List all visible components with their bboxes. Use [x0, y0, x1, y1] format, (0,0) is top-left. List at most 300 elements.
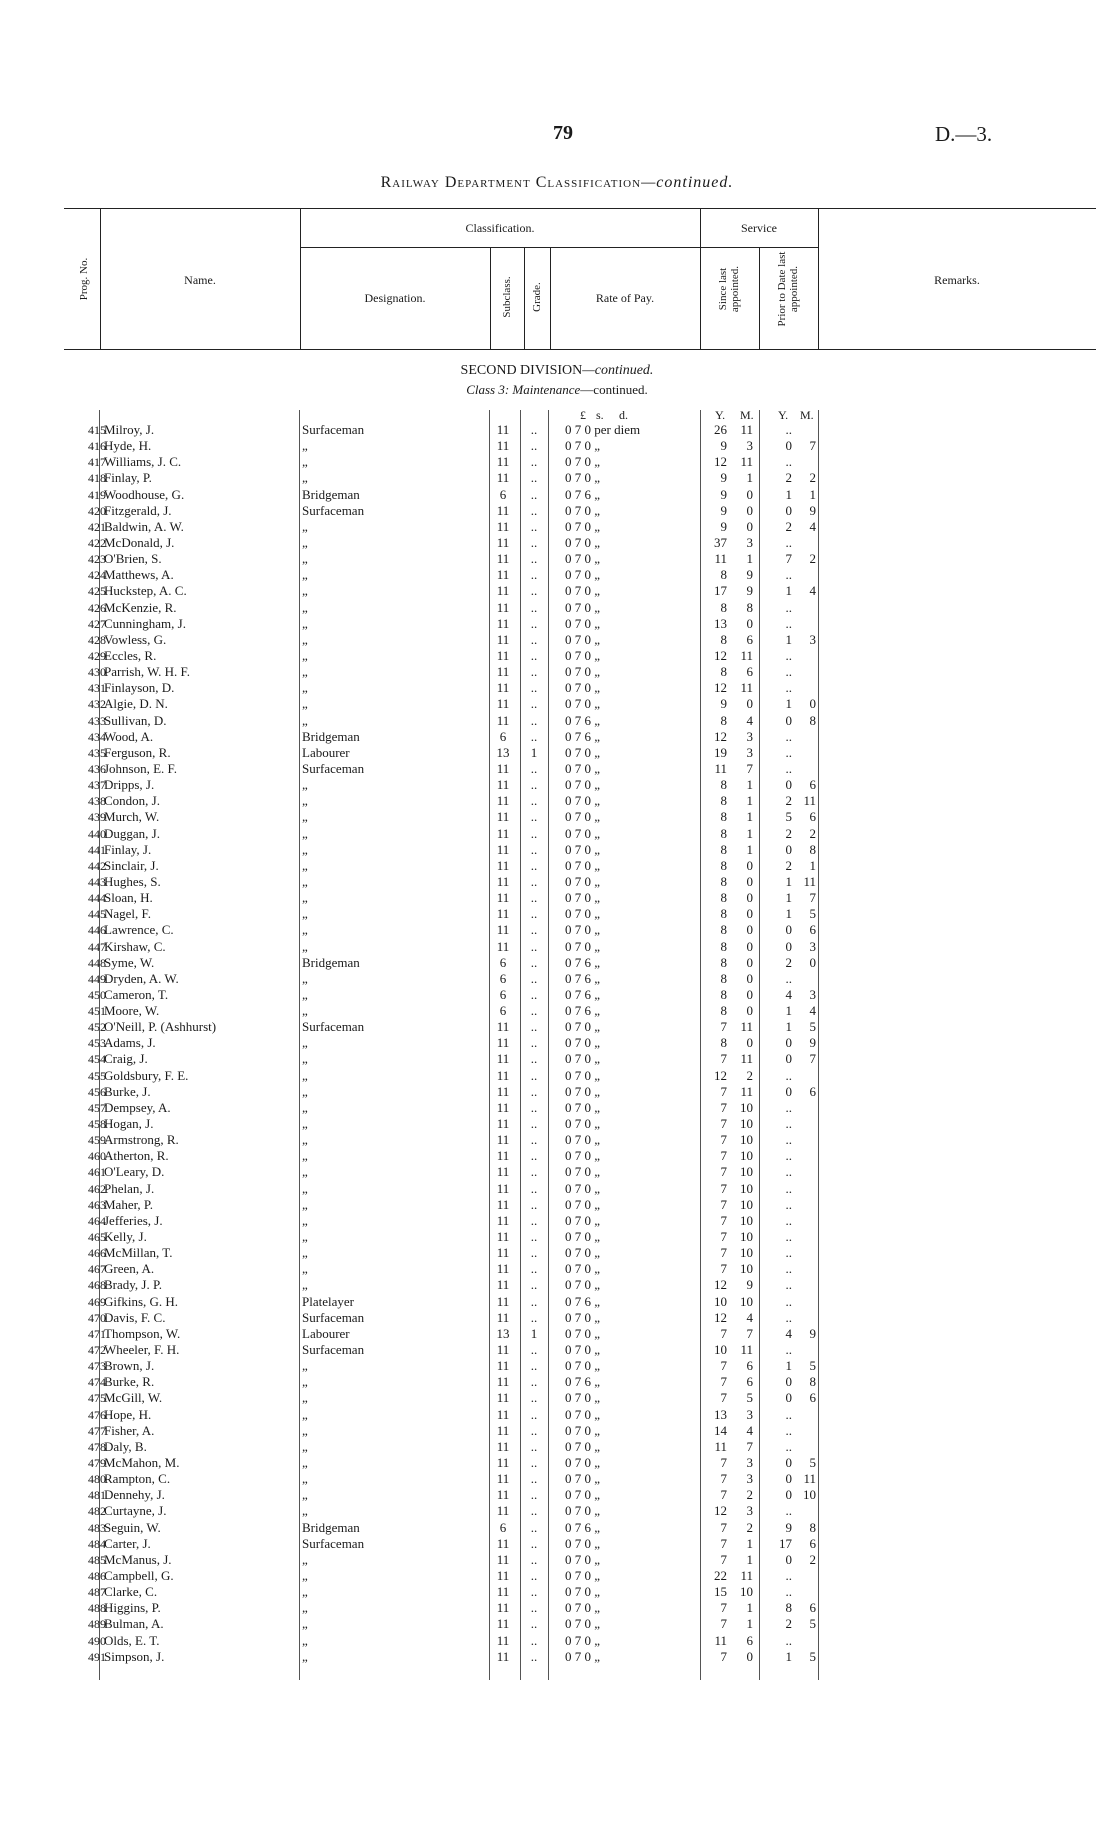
cell-prior-months: 9	[809, 1325, 816, 1341]
cell-prior-years: ..	[785, 1406, 792, 1422]
table-row	[0, 1358, 1114, 1374]
cell-prog-no: 429	[88, 648, 106, 663]
cell-prog-no: 487	[88, 1585, 106, 1600]
cell-prior-years: ..	[785, 1584, 792, 1600]
cell-designation: „	[302, 1422, 308, 1438]
cell-subclass: 6	[499, 1003, 507, 1019]
cell-rate-of-pay: 0 7 0 „	[565, 1503, 601, 1519]
cell-prog-no: 455	[88, 1068, 106, 1083]
table-row	[0, 713, 1114, 729]
cell-name: McKenzie, R.	[104, 599, 177, 615]
table-row	[0, 1374, 1114, 1390]
cell-prior-months: 5	[809, 1648, 816, 1664]
cell-rate-of-pay: 0 7 6 „	[565, 1003, 601, 1019]
cell-grade: ..	[530, 1099, 538, 1115]
cell-prog-no: 447	[88, 939, 106, 954]
cell-designation: „	[302, 938, 308, 954]
cell-since-years: 8	[720, 664, 727, 680]
cell-prior-years: 0	[785, 1374, 792, 1390]
cell-subclass: 11	[496, 1277, 510, 1293]
cell-name: Sloan, H.	[104, 890, 153, 906]
cell-prior-years: ..	[785, 680, 792, 696]
cell-grade: ..	[530, 906, 538, 922]
unit-pounds: £	[580, 408, 586, 422]
cell-since-months: 6	[746, 1358, 753, 1374]
table-row	[0, 1423, 1114, 1439]
cell-name: Murch, W.	[104, 809, 160, 825]
cell-subclass: 6	[499, 970, 507, 986]
cell-designation: „	[302, 1212, 308, 1228]
cell-name: Curtayne, J.	[104, 1503, 167, 1519]
cell-rate-of-pay: 0 7 0 „	[565, 938, 601, 954]
cell-prog-no: 458	[88, 1117, 106, 1132]
cell-prior-years: ..	[785, 1229, 792, 1245]
cell-rate-of-pay: 0 7 0 „	[565, 454, 601, 470]
cell-subclass: 11	[496, 825, 510, 841]
cell-prog-no: 456	[88, 1084, 106, 1099]
cell-since-months: 10	[740, 1261, 753, 1277]
cell-subclass: 11	[496, 1600, 510, 1616]
cell-since-months: 4	[746, 1309, 753, 1325]
cell-since-months: 0	[746, 906, 753, 922]
cell-subclass: 11	[496, 1180, 510, 1196]
cell-rate-of-pay: 0 7 0 „	[565, 1035, 601, 1051]
cell-since-months: 0	[746, 954, 753, 970]
cell-grade: ..	[530, 1083, 538, 1099]
table-row	[0, 761, 1114, 777]
cell-designation: „	[302, 1180, 308, 1196]
cell-subclass: 11	[496, 502, 510, 518]
cell-since-months: 11	[740, 680, 753, 696]
division-suffix: —continued.	[582, 363, 654, 378]
cell-prog-no: 459	[88, 1133, 106, 1148]
table-row	[0, 1649, 1114, 1665]
cell-prior-years: 1	[785, 873, 792, 889]
cell-prog-no: 449	[88, 971, 106, 986]
cell-since-years: 7	[720, 1261, 727, 1277]
cell-prog-no: 481	[88, 1488, 106, 1503]
table-row	[0, 1310, 1114, 1326]
cell-rate-of-pay: 0 7 0 „	[565, 438, 601, 454]
cell-since-months: 0	[746, 890, 753, 906]
cell-since-months: 10	[740, 1293, 753, 1309]
cell-grade: ..	[530, 1116, 538, 1132]
cell-subclass: 11	[496, 1632, 510, 1648]
cell-designation: „	[302, 1245, 308, 1261]
cell-name: Hughes, S.	[104, 873, 161, 889]
table-row	[0, 1213, 1114, 1229]
cell-prior-years: ..	[785, 760, 792, 776]
table-row	[0, 1035, 1114, 1051]
cell-since-months: 10	[740, 1584, 753, 1600]
table-row	[0, 1068, 1114, 1084]
cell-prior-months: 1	[809, 486, 816, 502]
cell-name: Adams, J.	[104, 1035, 156, 1051]
cell-since-years: 9	[720, 470, 727, 486]
cell-rate-of-pay: 0 7 0 „	[565, 1471, 601, 1487]
cell-rate-of-pay: 0 7 0 „	[565, 647, 601, 663]
cell-name: Finlay, J.	[104, 841, 152, 857]
cell-since-years: 7	[720, 1148, 727, 1164]
cell-prior-years: 0	[785, 922, 792, 938]
cell-name: Clarke, C.	[104, 1584, 158, 1600]
cell-since-months: 1	[746, 793, 753, 809]
cell-rate-of-pay: 0 7 0 „	[565, 1083, 601, 1099]
cell-prior-months: 6	[809, 777, 816, 793]
cell-since-years: 12	[714, 647, 727, 663]
cell-subclass: 11	[496, 1616, 510, 1632]
cell-designation: Labourer	[302, 1325, 350, 1341]
cell-subclass: 11	[496, 1584, 510, 1600]
cell-prior-years: 2	[785, 793, 792, 809]
cell-prog-no: 474	[88, 1375, 106, 1390]
cell-subclass: 11	[496, 1019, 510, 1035]
cell-name: Thompson, W.	[104, 1325, 181, 1341]
cell-rate-of-pay: 0 7 0 „	[565, 1099, 601, 1115]
cell-name: Dripps, J.	[104, 777, 155, 793]
cell-since-years: 8	[720, 599, 727, 615]
cell-rate-of-pay: 0 7 0 „	[565, 1212, 601, 1228]
cell-subclass: 11	[496, 1551, 510, 1567]
cell-grade: ..	[530, 486, 538, 502]
cell-grade: ..	[530, 1245, 538, 1261]
cell-designation: „	[302, 1374, 308, 1390]
cell-prior-years: ..	[785, 422, 792, 437]
table-row	[0, 1181, 1114, 1197]
cell-rate-of-pay: 0 7 0 „	[565, 1051, 601, 1067]
cell-designation: „	[302, 1455, 308, 1470]
cell-name: Burke, R.	[104, 1374, 155, 1390]
cell-subclass: 11	[496, 454, 510, 470]
cell-rate-of-pay: 0 7 0 „	[565, 680, 601, 696]
cell-subclass: 11	[496, 680, 510, 696]
header-rule	[759, 247, 760, 349]
cell-prog-no: 430	[88, 665, 106, 680]
cell-since-months: 1	[746, 777, 753, 793]
cell-name: Kirshaw, C.	[104, 938, 166, 954]
cell-designation: „	[302, 1051, 308, 1067]
cell-designation: „	[302, 438, 308, 454]
cell-prior-years: ..	[785, 567, 792, 583]
cell-subclass: 11	[496, 583, 510, 599]
cell-since-years: 13	[714, 615, 727, 631]
cell-rate-of-pay: 0 7 0 „	[565, 502, 601, 518]
cell-since-years: 8	[720, 1035, 727, 1051]
cell-prior-years: 0	[785, 1390, 792, 1406]
cell-subclass: 13	[496, 1325, 510, 1341]
cell-grade: ..	[530, 422, 538, 437]
cell-grade: ..	[530, 1358, 538, 1374]
cell-designation: „	[302, 1567, 308, 1583]
cell-prior-years: ..	[785, 664, 792, 680]
cell-subclass: 11	[496, 696, 510, 712]
table-row	[0, 793, 1114, 809]
cell-since-years: 8	[720, 841, 727, 857]
cell-prior-months: 3	[809, 986, 816, 1002]
cell-since-years: 12	[714, 1309, 727, 1325]
cell-since-months: 1	[746, 1616, 753, 1632]
cell-since-months: 1	[746, 1551, 753, 1567]
table-row	[0, 1536, 1114, 1552]
table-row	[0, 648, 1114, 664]
cell-since-months: 3	[746, 1503, 753, 1519]
cell-prior-years: ..	[785, 1245, 792, 1261]
cell-since-years: 8	[720, 857, 727, 873]
cell-prior-years: ..	[785, 615, 792, 631]
cell-since-months: 0	[746, 970, 753, 986]
cell-name: Vowless, G.	[104, 631, 167, 647]
cell-prog-no: 469	[88, 1294, 106, 1309]
cell-prog-no: 434	[88, 729, 106, 744]
cell-grade: ..	[530, 1455, 538, 1470]
cell-rate-of-pay: 0 7 0 „	[565, 1164, 601, 1180]
cell-subclass: 11	[496, 1455, 510, 1470]
cell-grade: ..	[530, 1067, 538, 1083]
cell-subclass: 11	[496, 809, 510, 825]
cell-since-months: 0	[746, 873, 753, 889]
cell-name: Woodhouse, G.	[104, 486, 185, 502]
cell-rate-of-pay: 0 7 0 „	[565, 1406, 601, 1422]
cell-since-years: 8	[720, 631, 727, 647]
cell-name: Huckstep, A. C.	[104, 583, 187, 599]
cell-designation: „	[302, 1648, 308, 1664]
cell-prior-months: 4	[809, 1003, 816, 1019]
cell-prior-years: 0	[785, 1487, 792, 1503]
cell-grade: ..	[530, 1567, 538, 1583]
cell-name: Milroy, J.	[104, 422, 155, 437]
cell-name: Dempsey, A.	[104, 1099, 171, 1115]
cell-designation: „	[302, 1132, 308, 1148]
cell-subclass: 11	[496, 1035, 510, 1051]
cell-subclass: 11	[496, 1358, 510, 1374]
cell-since-years: 12	[714, 728, 727, 744]
cell-grade: ..	[530, 760, 538, 776]
cell-prog-no: 448	[88, 955, 106, 970]
cell-name: Eccles, R.	[104, 647, 157, 663]
cell-grade: ..	[530, 857, 538, 873]
cell-since-months: 2	[746, 1519, 753, 1535]
cell-prior-months: 8	[809, 841, 816, 857]
cell-designation: „	[302, 1003, 308, 1019]
cell-name: Hyde, H.	[104, 438, 152, 454]
cell-since-months: 11	[740, 1051, 753, 1067]
cell-name: Green, A.	[104, 1261, 155, 1277]
cell-prog-no: 436	[88, 761, 106, 776]
cell-prog-no: 488	[88, 1601, 106, 1616]
cell-prior-years: 1	[785, 906, 792, 922]
cell-prior-years: ..	[785, 970, 792, 986]
class-heading	[0, 382, 1114, 398]
cell-since-years: 8	[720, 567, 727, 583]
table-row	[0, 1600, 1114, 1616]
cell-grade: ..	[530, 825, 538, 841]
cell-rate-of-pay: 0 7 0 „	[565, 1229, 601, 1245]
cell-subclass: 11	[496, 567, 510, 583]
cell-prog-no: 440	[88, 826, 106, 841]
cell-prog-no: 467	[88, 1262, 106, 1277]
cell-since-years: 7	[720, 1358, 727, 1374]
table-row	[0, 567, 1114, 583]
cell-prog-no: 415	[88, 423, 106, 437]
cell-designation: „	[302, 647, 308, 663]
cell-since-months: 11	[740, 1342, 753, 1358]
cell-name: Finlay, P.	[104, 470, 152, 486]
cell-since-years: 8	[720, 906, 727, 922]
class-name: Maintenance	[512, 382, 581, 397]
header-rule	[490, 247, 491, 349]
cell-grade: ..	[530, 502, 538, 518]
cell-rate-of-pay: 0 7 0 „	[565, 1648, 601, 1664]
cell-subclass: 11	[496, 712, 510, 728]
division-name: SECOND DIVISION	[460, 363, 583, 378]
cell-since-years: 9	[720, 518, 727, 534]
cell-subclass: 11	[496, 1099, 510, 1115]
table-row	[0, 1197, 1114, 1213]
cell-prog-no: 441	[88, 842, 106, 857]
cell-prior-years: 1	[785, 890, 792, 906]
cell-name: Syme, W.	[104, 954, 155, 970]
cell-prog-no: 491	[88, 1649, 106, 1664]
table-row	[0, 1277, 1114, 1293]
cell-rate-of-pay: 0 7 0 „	[565, 1148, 601, 1164]
cell-designation: „	[302, 906, 308, 922]
table-row	[0, 696, 1114, 712]
cell-name: Hope, H.	[104, 1406, 152, 1422]
cell-since-months: 3	[746, 1471, 753, 1487]
cell-since-years: 7	[720, 1616, 727, 1632]
cell-since-months: 10	[740, 1148, 753, 1164]
table-row	[0, 987, 1114, 1003]
cell-since-months: 11	[740, 1567, 753, 1583]
cell-subclass: 11	[496, 1567, 510, 1583]
cell-prior-years: 2	[785, 470, 792, 486]
cell-grade: ..	[530, 1374, 538, 1390]
col-service: Service	[741, 221, 777, 235]
page-number: 79	[553, 122, 573, 144]
cell-subclass: 11	[496, 1503, 510, 1519]
cell-designation: „	[302, 1099, 308, 1115]
cell-since-months: 3	[746, 728, 753, 744]
table-row	[0, 616, 1114, 632]
cell-prior-years: ..	[785, 1342, 792, 1358]
cell-since-months: 9	[746, 567, 753, 583]
cell-prior-years: ..	[785, 1180, 792, 1196]
cell-prior-years: 17	[779, 1535, 792, 1551]
cell-designation: Labourer	[302, 744, 350, 760]
cell-since-months: 11	[740, 1019, 753, 1035]
cell-name: Cameron, T.	[104, 986, 169, 1002]
cell-subclass: 11	[496, 1374, 510, 1390]
cell-name: Phelan, J.	[104, 1180, 155, 1196]
table-row	[0, 1503, 1114, 1519]
cell-grade: ..	[530, 970, 538, 986]
cell-prior-years: 1	[785, 1358, 792, 1374]
cell-since-years: 7	[720, 1487, 727, 1503]
cell-since-months: 10	[740, 1164, 753, 1180]
cell-since-months: 3	[746, 1406, 753, 1422]
page-title	[0, 174, 1114, 192]
cell-prog-no: 460	[88, 1149, 106, 1164]
cell-subclass: 11	[496, 1196, 510, 1212]
table-row	[0, 1616, 1114, 1632]
cell-grade: ..	[530, 615, 538, 631]
cell-since-years: 7	[720, 1132, 727, 1148]
cell-name: Duggan, J.	[104, 825, 160, 841]
cell-subclass: 11	[496, 1487, 510, 1503]
cell-since-months: 0	[746, 1035, 753, 1051]
cell-name: Daly, B.	[104, 1438, 147, 1454]
cell-designation: „	[302, 680, 308, 696]
cell-rate-of-pay: 0 7 6 „	[565, 728, 601, 744]
table-row	[0, 1568, 1114, 1584]
cell-since-years: 9	[720, 438, 727, 454]
table-row	[0, 1407, 1114, 1423]
cell-rate-of-pay: 0 7 0 „	[565, 857, 601, 873]
cell-designation: „	[302, 1067, 308, 1083]
cell-grade: 1	[530, 1325, 538, 1341]
cell-grade: ..	[530, 1600, 538, 1616]
cell-since-years: 8	[720, 809, 727, 825]
table-row	[0, 1487, 1114, 1503]
cell-grade: ..	[530, 664, 538, 680]
cell-name: Davis, F. C.	[104, 1309, 166, 1325]
cell-grade: ..	[530, 534, 538, 550]
table-row	[0, 487, 1114, 503]
cell-prior-years: ..	[785, 744, 792, 760]
cell-grade: ..	[530, 1019, 538, 1035]
cell-subclass: 11	[496, 1083, 510, 1099]
cell-designation: „	[302, 551, 308, 567]
cell-prior-years: ..	[785, 1148, 792, 1164]
cell-name: Campbell, G.	[104, 1567, 174, 1583]
unit-pence: d.	[619, 408, 628, 422]
cell-since-years: 8	[720, 970, 727, 986]
cell-rate-of-pay: 0 7 0 „	[565, 1309, 601, 1325]
cell-since-years: 7	[720, 1390, 727, 1406]
cell-prog-no: 462	[88, 1181, 106, 1196]
unit-months-prior: M.	[800, 408, 814, 422]
cell-since-months: 7	[746, 1325, 753, 1341]
cell-since-years: 14	[714, 1422, 727, 1438]
cell-since-months: 8	[746, 599, 753, 615]
cell-designation: „	[302, 454, 308, 470]
cell-rate-of-pay: 0 7 0 „	[565, 1067, 601, 1083]
cell-grade: ..	[530, 922, 538, 938]
cell-rate-of-pay: 0 7 0 „	[565, 906, 601, 922]
table-row	[0, 470, 1114, 486]
cell-since-months: 10	[740, 1132, 753, 1148]
cell-since-years: 7	[720, 1535, 727, 1551]
cell-designation: „	[302, 1196, 308, 1212]
cell-grade: ..	[530, 809, 538, 825]
cell-grade: ..	[530, 599, 538, 615]
cell-subclass: 11	[496, 1390, 510, 1406]
cell-subclass: 11	[496, 938, 510, 954]
title-main: Railway Department Classification	[380, 174, 642, 191]
cell-subclass: 11	[496, 438, 510, 454]
cell-prior-months: 6	[809, 1535, 816, 1551]
cell-prog-no: 443	[88, 874, 106, 889]
cell-subclass: 11	[496, 890, 510, 906]
cell-subclass: 6	[499, 1519, 507, 1535]
cell-rate-of-pay: 0 7 0 „	[565, 1551, 601, 1567]
col-designation: Designation.	[364, 291, 426, 305]
cell-since-months: 4	[746, 1422, 753, 1438]
col-prog-no: Prog. No.	[78, 257, 90, 301]
cell-name: Lawrence, C.	[104, 922, 174, 938]
cell-rate-of-pay: 0 7 6 „	[565, 970, 601, 986]
cell-since-years: 7	[720, 1551, 727, 1567]
